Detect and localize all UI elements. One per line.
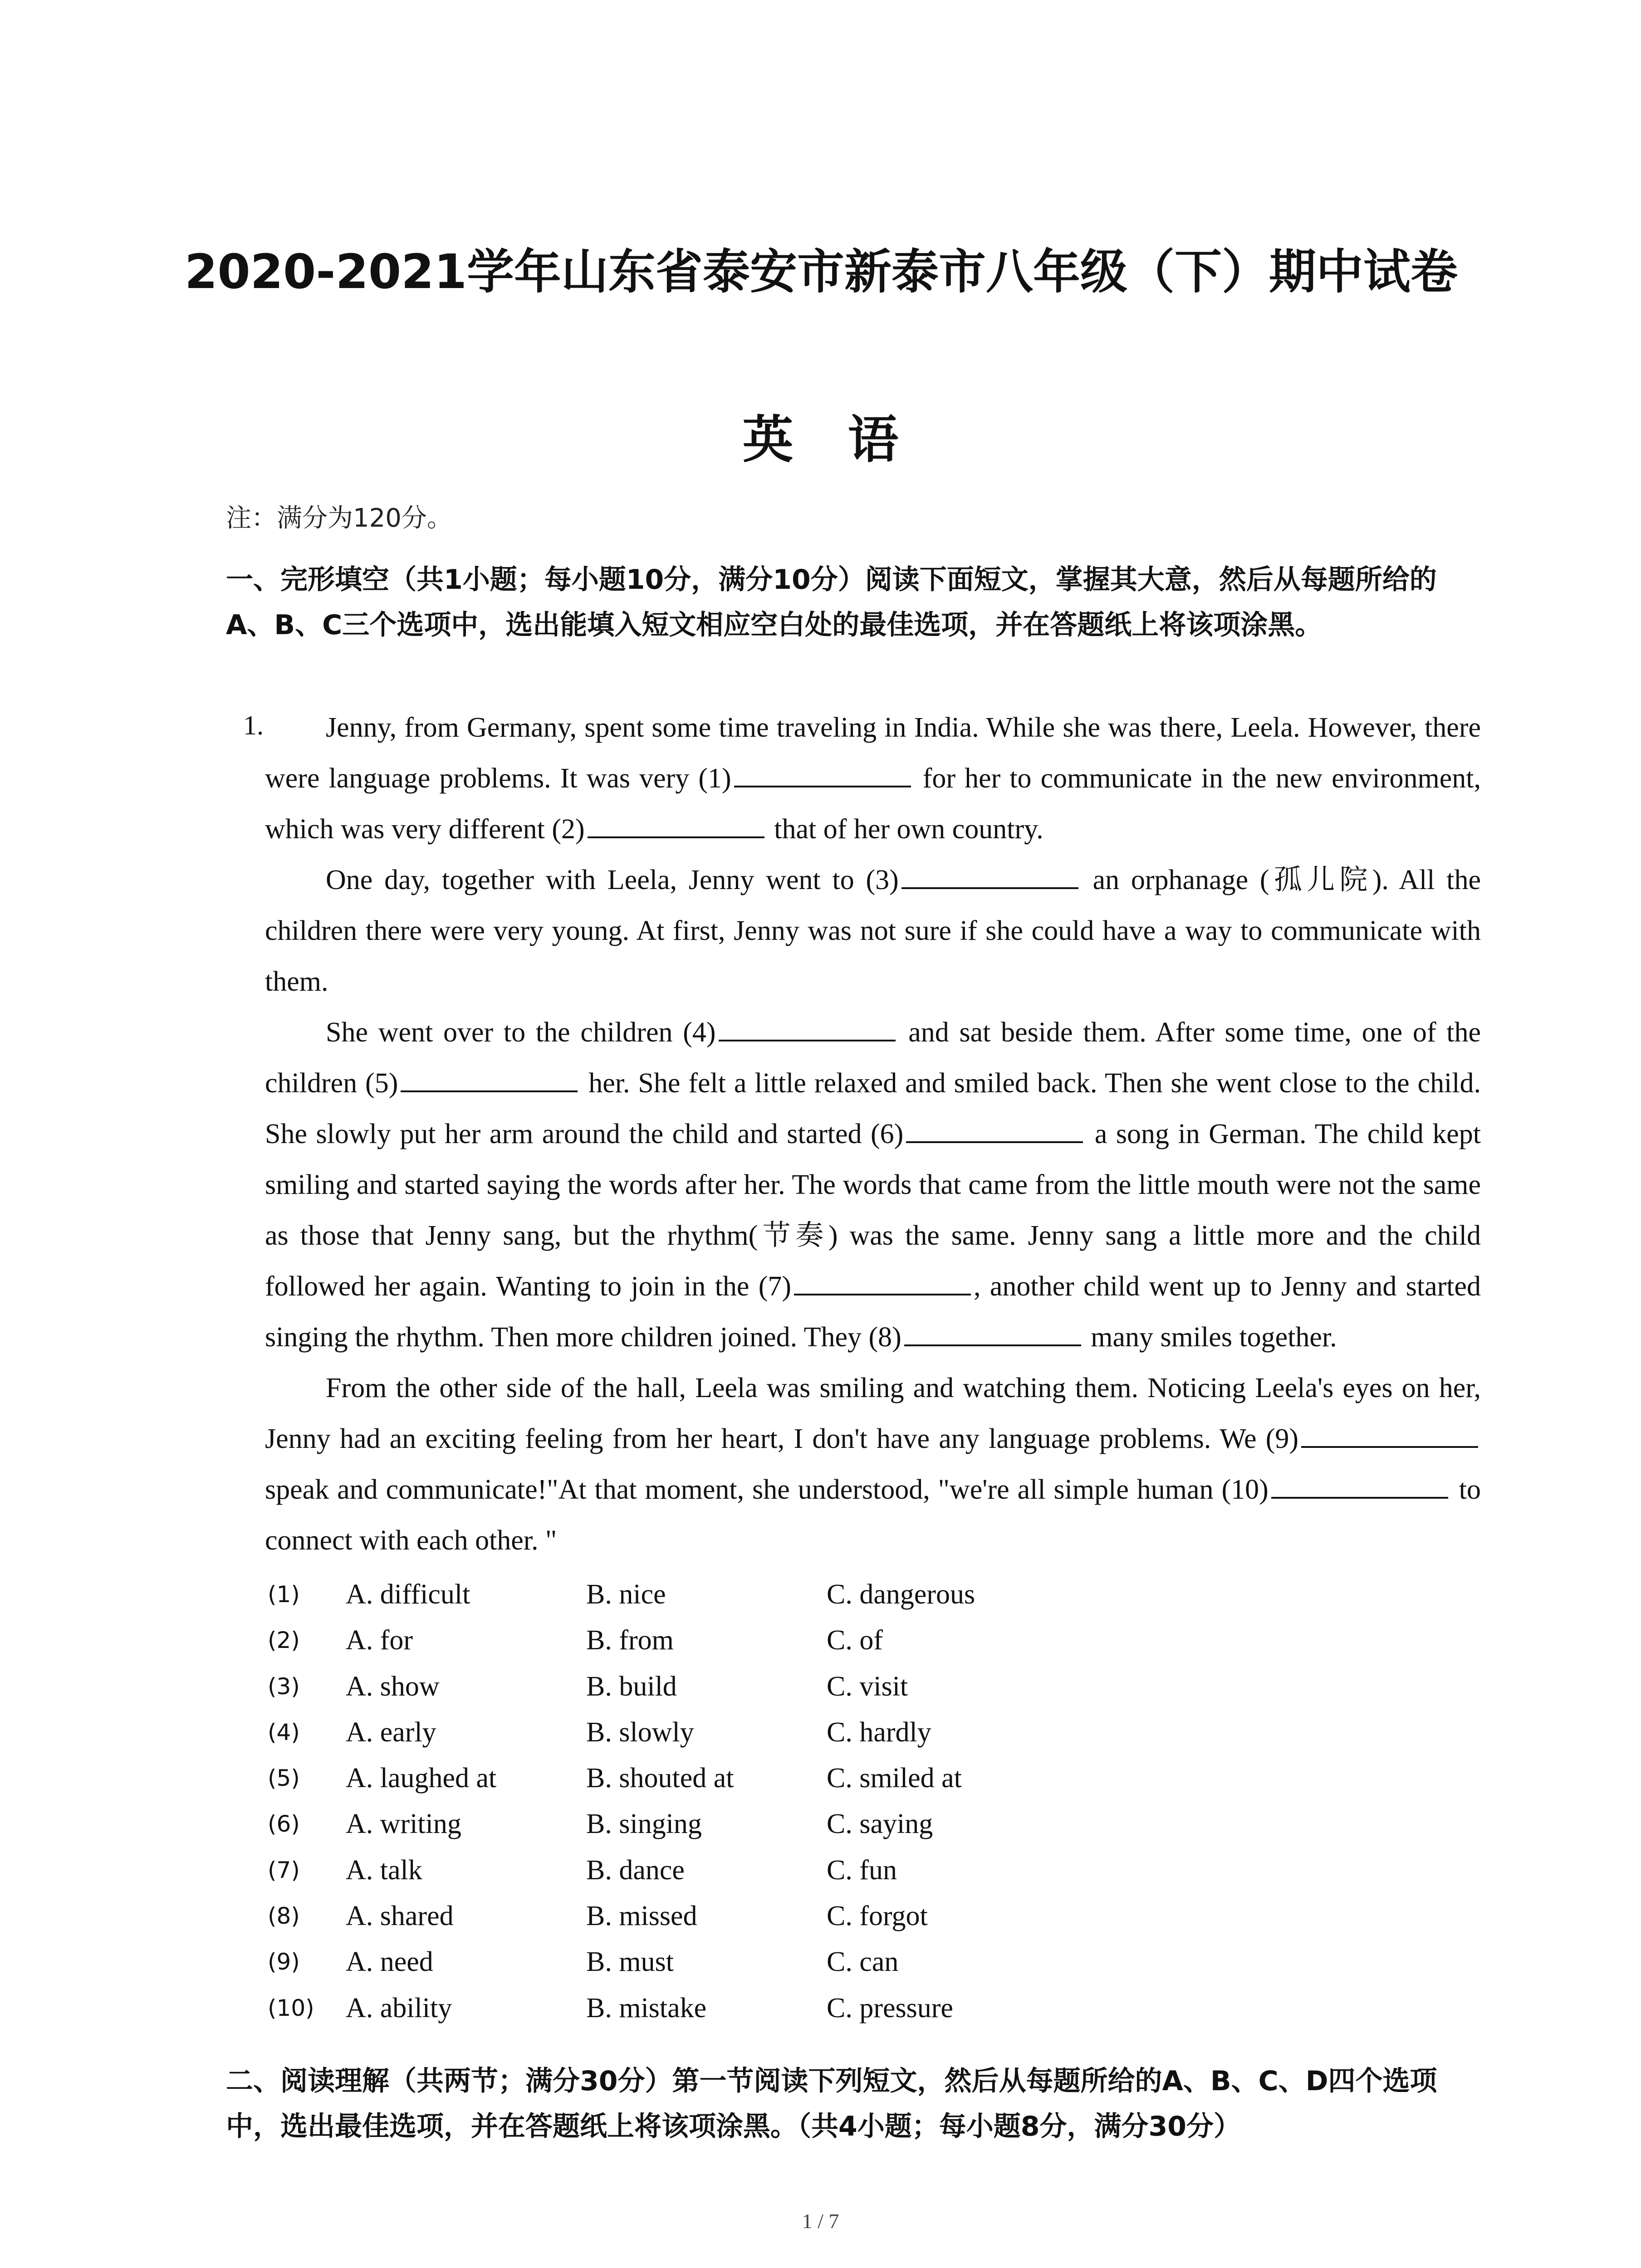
- subject-heading: 英语: [742, 411, 953, 469]
- option-a: A. laughed at: [346, 1763, 497, 1794]
- passage-text: From the other side of the hall, Leela was smiling and watching them. Noticing Leela's eyes on her, Jenny had an exciting feeling from her heart, I don't have any language problems. We (9): [265, 1373, 1481, 1454]
- paragraph-4: [265, 1363, 1481, 1566]
- option-number: (6): [268, 1811, 300, 1838]
- option-row: [268, 1671, 1357, 1716]
- option-b: B. missed: [586, 1901, 697, 1932]
- option-c: C. pressure: [827, 1992, 953, 2024]
- paragraph-3: [265, 1007, 1481, 1363]
- option-number: (1): [268, 1581, 300, 1608]
- option-row: [268, 1900, 1357, 1946]
- option-c: C. of: [827, 1625, 883, 1656]
- option-b: B. singing: [586, 1809, 702, 1840]
- option-a: A. shared: [346, 1901, 454, 1932]
- blank-3: [901, 859, 1078, 889]
- blank-7: [794, 1266, 971, 1295]
- blank-2: [588, 808, 764, 838]
- option-a: A. early: [346, 1716, 436, 1748]
- option-a: A. need: [346, 1946, 433, 1978]
- option-row: [268, 1579, 1357, 1624]
- passage-text: many smiles together.: [1083, 1322, 1337, 1353]
- option-number: (8): [268, 1903, 300, 1930]
- option-c: C. saying: [827, 1809, 933, 1840]
- option-row: [268, 1854, 1357, 1900]
- option-b: B. mistake: [586, 1992, 707, 2024]
- cloze-passage: [265, 702, 1481, 1566]
- blank-6: [906, 1113, 1083, 1143]
- option-c: C. hardly: [827, 1716, 931, 1748]
- option-b: B. must: [586, 1946, 674, 1978]
- option-row: [268, 1624, 1357, 1670]
- passage-text: for her to communicate in the new environment, which was very different (2): [265, 763, 1481, 845]
- option-c: C. dangerous: [827, 1579, 975, 1610]
- option-row: [268, 1946, 1357, 1992]
- blank-9: [1301, 1418, 1478, 1448]
- option-row: [268, 1808, 1357, 1854]
- passage-text: , another child went up to Jenny and started singing the rhythm. Then more children joined. They (8): [265, 1271, 1481, 1353]
- option-number: (9): [268, 1949, 300, 1975]
- section-1-heading: 一、完形填空（共1小题；每小题10分，满分10分）阅读下面短文，掌握其大意，然后从每题所给的A、B、C三个选项中，选出能填入短文相应空白处的最佳选项，并在答题纸上将该项涂黑。: [226, 564, 1437, 641]
- blank-4: [719, 1012, 896, 1041]
- score-note: 注：满分为120分。: [226, 503, 452, 533]
- passage-text: her. She felt a little relaxed and smiled back. Then she went close to the child. She slowly put her arm around the child and started (6): [265, 1068, 1481, 1149]
- answer-options: [268, 1579, 1357, 2038]
- passage-text: One day, together with Leela, Jenny went to (3): [326, 865, 899, 895]
- option-b: B. shouted at: [586, 1763, 734, 1794]
- option-c: C. can: [827, 1946, 899, 1978]
- option-c: C. fun: [827, 1854, 897, 1886]
- blank-10: [1271, 1469, 1448, 1499]
- option-row: [268, 1762, 1357, 1808]
- passage-text: and sat beside them. After some time, one of the children (5): [265, 1017, 1481, 1099]
- option-b: B. from: [586, 1625, 674, 1656]
- passage-text: Jenny, from Germany, spent some time traveling in India. While she was there, Leela. However, there were language problems. It was very (1): [265, 712, 1481, 794]
- option-a: A. writing: [346, 1809, 461, 1840]
- option-number: (7): [268, 1857, 300, 1883]
- option-number: (5): [268, 1765, 300, 1792]
- section-2-heading: 二、阅读理解（共两节；满分30分）第一节阅读下列短文，然后从每题所给的A、B、C、D四个选项中，选出最佳选项，并在答题纸上将该项涂黑。（共4小题；每小题8分，满分30分）: [226, 2065, 1437, 2142]
- blank-1: [734, 758, 911, 787]
- option-b: B. dance: [586, 1854, 685, 1886]
- passage-text: a song in German. The child kept smiling and started saying the words after her. The words that came from the little mouth were not the same as those that Jenny sang, but the rhythm(节奏) was the same. Jenny sang a little more and the child followed her again. Wanting to join in the (7): [265, 1119, 1481, 1302]
- blank-5: [401, 1062, 578, 1092]
- option-c: C. forgot: [827, 1901, 928, 1932]
- option-row: [268, 1992, 1357, 2038]
- question-number: 1.: [243, 710, 264, 740]
- passage-text: speak and communicate!"At that moment, she understood, "we're all simple human (10): [265, 1474, 1269, 1505]
- paragraph-1: [265, 702, 1481, 855]
- option-b: B. slowly: [586, 1716, 694, 1748]
- option-a: A. difficult: [346, 1579, 470, 1610]
- passage-text: an orphanage (孤儿院). All the children there were very young. At first, Jenny was not sure if she could have a way to communicate with them.: [265, 865, 1481, 997]
- passage-text: She went over to the children (4): [326, 1017, 716, 1048]
- passage-text: to connect with each other. ": [265, 1474, 1481, 1556]
- option-number: (4): [268, 1719, 300, 1745]
- option-number: (3): [268, 1673, 300, 1700]
- blank-8: [904, 1316, 1081, 1346]
- option-number: (10): [268, 1994, 314, 2021]
- exam-title: 2020-2021学年山东省泰安市新泰市八年级（下）期中试卷: [184, 244, 1458, 299]
- option-a: A. talk: [346, 1854, 422, 1886]
- option-a: A. ability: [346, 1992, 452, 2024]
- option-a: A. for: [346, 1625, 413, 1656]
- option-b: B. nice: [586, 1579, 666, 1610]
- page-number: 1 / 7: [802, 2209, 839, 2233]
- option-number: (2): [268, 1627, 300, 1654]
- paragraph-2: [265, 855, 1481, 1007]
- option-b: B. build: [586, 1671, 677, 1702]
- option-c: C. visit: [827, 1671, 908, 1702]
- option-row: [268, 1716, 1357, 1762]
- option-c: C. smiled at: [827, 1763, 962, 1794]
- passage-text: that of her own country.: [767, 814, 1043, 845]
- option-a: A. show: [346, 1671, 440, 1702]
